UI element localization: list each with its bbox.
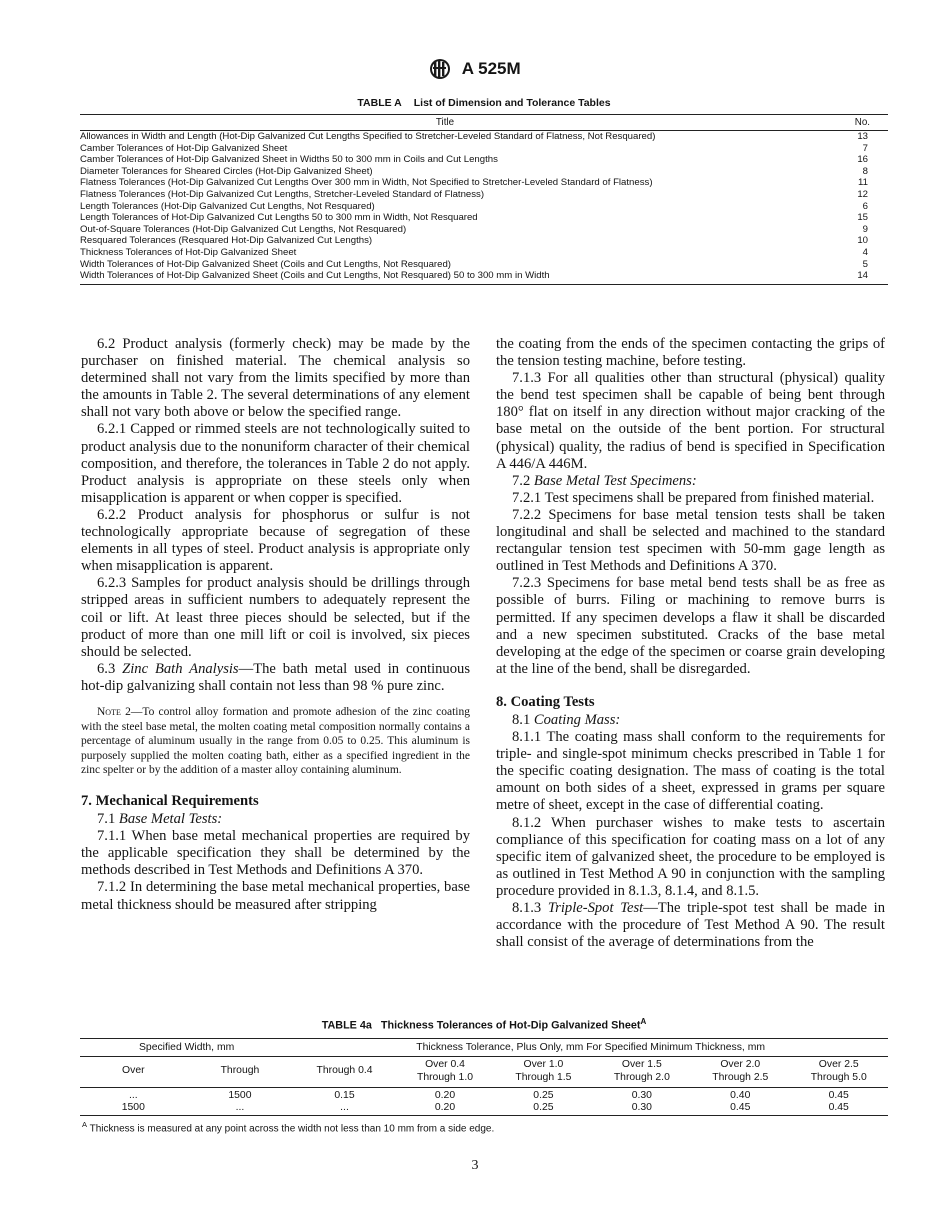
cell: 0.20: [434, 1089, 456, 1101]
col-line: Over 0.4: [425, 1059, 465, 1071]
row-title: Width Tolerances of Hot-Dip Galvanized Sheet (Coils and Cut Lengths, Not Resquared) 50 to 300 mm in Width: [80, 270, 810, 284]
para-heading: Triple-Spot Test: [547, 900, 644, 916]
cell: 1500: [80, 1102, 187, 1116]
para-heading: Coating Mass:: [533, 711, 621, 728]
row-title: Width Tolerances of Hot-Dip Galvanized Sheet (Coils and Cut Lengths, Not Resquared): [80, 258, 451, 270]
note-2: [81, 705, 470, 778]
table-row: [80, 143, 888, 155]
para-7-2-1: 7.2.1 Test specimens shall be prepared from finished material.: [512, 489, 875, 506]
cell: ...: [187, 1102, 294, 1116]
standard-designation: A 525M: [461, 59, 521, 78]
col-line: Through 2.5: [712, 1071, 769, 1083]
table-4a: [80, 1017, 888, 1134]
row-title: Length Tolerances of Hot-Dip Galvanized Cut Lengths 50 to 300 mm in Width, Not Resquared: [80, 212, 478, 224]
row-no: 12: [857, 188, 868, 200]
col-line: Through 2.0: [613, 1071, 670, 1083]
table-4a-label: TABLE 4a: [321, 1019, 372, 1032]
col-through: Through: [187, 1056, 294, 1087]
row-no: 14: [810, 270, 888, 284]
para-7-1-2: 7.1.2 In determining the base metal mechanical properties, base metal thickness should be measured after stripping: [81, 879, 470, 913]
row-no: 4: [862, 246, 868, 258]
para-6-2-3: 6.2.3 Samples for product analysis should be drillings through stripped areas in sufficient numbers to adequately represent the coil or lift. At least three pieces should be selected, but if the product of more than one mill lift or coil is involved, six pieces should be selected.: [81, 575, 470, 660]
row-no: 10: [857, 235, 868, 247]
table-a-label: TABLE A: [357, 97, 402, 109]
table-row: [80, 247, 888, 259]
footnote-mark: A: [82, 1119, 88, 1129]
cell: 0.20: [396, 1102, 494, 1116]
cell: 0.25: [494, 1102, 592, 1116]
col-through-0-4: Through 0.4: [293, 1056, 396, 1087]
para-8-1-1: 8.1.1 The coating mass shall conform to the requirements for triple- and single-spot minimum checks prescribed in Table 1 for the specific coating designation. The mass of coating is the total amount on both sides of a sheet, expressed in grams per square metre of sheet, except in the case of differential coating.: [496, 729, 885, 814]
para-6-3: [81, 661, 470, 695]
row-title: Allowances in Width and Length (Hot-Dip Galvanized Cut Lengths Specified to Stretcher-Leveled Standard of Flatness, Not Resquared): [80, 131, 656, 142]
astm-logo-icon: [429, 58, 451, 80]
para-heading: Base Metal Tests:: [118, 811, 223, 828]
group-specified-width: Specified Width, mm: [80, 1038, 293, 1056]
table-row: [80, 154, 888, 166]
table-a-caption: [80, 97, 888, 109]
footnote-text: Thickness is measured at any point across the width not less than 10 mm from a side edge.: [89, 1122, 495, 1134]
para-number: 8.1.3: [512, 900, 542, 916]
row-no: 9: [862, 223, 868, 235]
row-title: Thickness Tolerances of Hot-Dip Galvanized Sheet: [80, 246, 297, 258]
table-row: [80, 270, 888, 284]
note-body: —To control alloy formation and promote adhesion of the zinc coating with the steel base metal, the molten coating metal composition normally contains a percentage of aluminum usually in the range from 0.05 to 0.25. This aluminum is purposely supplied the molten coating bath, either as a specified ingredient in the zinc spelter or by the addition of a master alloy containing aluminum.: [81, 705, 471, 777]
table-a-col-no: No.: [810, 115, 888, 131]
row-title: Camber Tolerances of Hot-Dip Galvanized Sheet: [80, 142, 288, 154]
col-line: Over 1.5: [621, 1059, 662, 1071]
table-row: [80, 189, 888, 201]
para-number: 6.3: [97, 660, 116, 677]
para-number: 8.1: [512, 711, 531, 728]
table-row: [80, 235, 888, 247]
row-title: Flatness Tolerances (Hot-Dip Galvanized Cut Lengths, Stretcher-Leveled Standard of Flatness): [80, 188, 485, 200]
para-body: —The triple-spot test shall be made in accordance with the procedure of Test Method A 90. The result shall consist of the average of determinations from the: [496, 900, 886, 951]
col-range-2-0-2-5: [691, 1056, 789, 1087]
row-no: 16: [857, 154, 868, 166]
section-7-heading: 7. Mechanical Requirements: [81, 792, 259, 809]
cell: 1500: [228, 1089, 252, 1101]
para-heading: Base Metal Test Specimens:: [533, 472, 697, 489]
cell: 0.45: [691, 1102, 789, 1116]
table-4a-footnote: [80, 1120, 888, 1134]
para-8-1-3: [496, 900, 885, 951]
left-column: [81, 336, 470, 914]
row-title: Diameter Tolerances for Sheared Circles (Hot-Dip Galvanized Sheet): [80, 165, 373, 177]
col-line: Through 1.5: [515, 1071, 572, 1083]
cell: 0.25: [533, 1089, 554, 1101]
cell: ...: [128, 1089, 138, 1101]
para-7-2-2: 7.2.2 Specimens for base metal tension tests shall be taken longitudinal and shall be selected and machined to the standard rectangular tension test specimen with 50-mm gage length as outlined in Test Methods and Definitions A 370.: [496, 506, 885, 575]
cell: 0.45: [789, 1102, 888, 1116]
col-line: Through 1.0: [416, 1071, 474, 1083]
section-8-heading: 8. Coating Tests: [496, 693, 595, 710]
page-number: 3: [471, 1158, 479, 1173]
cell: 0.40: [730, 1089, 751, 1101]
row-title: Length Tolerances (Hot-Dip Galvanized Cut Lengths, Not Resquared): [80, 200, 375, 212]
table-row: [80, 1087, 888, 1102]
para-body: —The bath metal used in continuous hot-dip galvanizing shall contain not less than 98 % pure zinc.: [81, 660, 470, 694]
para-6-2-1: 6.2.1 Capped or rimmed steels are not technologically suited to product analysis due to the nonuniform character of their chemical composition, and therefore, the tolerances in Table 2 do not apply. Product analysis is appropriate on these steels only when misapplication is apparent or when copper is specified.: [81, 421, 470, 506]
col-line: Through 5.0: [810, 1071, 867, 1083]
para-7-1: [81, 811, 470, 828]
col-line: Over 2.0: [720, 1059, 761, 1071]
para-continuation: the coating from the ends of the specimen contacting the grips of the tension testing machine, before testing.: [496, 336, 885, 370]
para-number: 7.2: [512, 472, 531, 489]
row-no: 5: [862, 258, 868, 270]
col-range-0-4-1-0: [396, 1056, 494, 1087]
col-over: Over: [80, 1056, 187, 1087]
table-a: [80, 97, 888, 285]
para-8-1: [496, 712, 885, 729]
table-a-grid: [80, 114, 888, 285]
row-no: 7: [862, 142, 868, 154]
note-label: Note 2: [97, 705, 131, 718]
col-range-1-0-1-5: [494, 1056, 592, 1087]
para-6-2-2: 6.2.2 Product analysis for phosphorus or sulfur is not technologically appropriate because of segregation of these elements in all types of steel. Product analysis is appropriate only when misapplication is apparent.: [81, 506, 470, 575]
para-7-1-1: 7.1.1 When base metal mechanical properties are required by the applicable specification they shall be determined by the methods described in Test Methods and Definitions A 370.: [81, 828, 470, 879]
col-line: Over 2.5: [818, 1059, 859, 1071]
row-no: 8: [862, 165, 868, 177]
table-row: [80, 259, 888, 271]
row-title: Flatness Tolerances (Hot-Dip Galvanized Cut Lengths Over 300 mm in Width, Not Specified to Stretcher-Leveled Standard of Flatness): [80, 177, 653, 189]
row-no: 6: [862, 200, 868, 212]
para-6-2: 6.2 Product analysis (formerly check) may be made by the purchaser on finished material. The chemical analysis so determined shall not vary from the limits specified by more than the amounts in Table 2. The several determinations of any element shall not vary both above or below the specified range.: [81, 336, 470, 421]
row-title: Resquared Tolerances (Resquared Hot-Dip Galvanized Cut Lengths): [80, 235, 373, 247]
table-row: [80, 1102, 888, 1116]
para-number: 7.1: [97, 811, 116, 828]
col-range-2-5-5-0: [789, 1056, 888, 1087]
group-thickness-tolerance: Thickness Tolerance, Plus Only, mm For Specified Minimum Thickness, mm: [293, 1038, 888, 1056]
table-4a-footnote-mark: A: [640, 1017, 647, 1026]
table-4a-caption: [80, 1017, 888, 1032]
table-row: [80, 131, 888, 143]
row-no: 15: [857, 212, 868, 224]
cell: 0.30: [631, 1089, 652, 1101]
row-no: 13: [857, 131, 868, 142]
table-row: [80, 166, 888, 178]
row-no: 11: [858, 177, 868, 189]
cell: 0.15: [334, 1089, 355, 1101]
page-header: [0, 58, 950, 80]
cell: ...: [293, 1102, 396, 1116]
cell: 0.45: [828, 1089, 849, 1101]
para-7-2: [496, 473, 885, 490]
para-8-1-2: 8.1.2 When purchaser wishes to make tests to ascertain compliance of this specification for coating mass on a lot of any specific item of galvanized sheet, the procedure to be employed is as outlined in Test Method A 90 in conjunction with the sampling procedure provided in 8.1.3, 8.1.4, and 8.1.5.: [496, 814, 885, 899]
table-4a-title: Thickness Tolerances of Hot-Dip Galvanized Sheet: [380, 1019, 641, 1032]
table-row: [80, 212, 888, 224]
table-a-col-title: Title: [80, 115, 810, 131]
para-7-2-3: 7.2.3 Specimens for base metal bend tests shall be as free as possible of burrs. Filing or machining to remove burrs is permitted. If any specimen develops a flaw it shall be discarded and a new specimen substituted. Cracks of the base metal developing at the edge of the specimen or coarse grain developing at the line of the bend, shall be disregarded.: [496, 575, 885, 677]
para-7-1-3: 7.1.3 For all qualities other than structural (physical) quality the bend test specimen shall be capable of being bent through 180° flat on itself in any direction without major cracking of the base metal on the outside of the bent portion. For structural (physical) quality, the radius of bend is specified in Specification A 446/A 446M.: [496, 370, 885, 472]
row-title: Out-of-Square Tolerances (Hot-Dip Galvanized Cut Lengths, Not Resquared): [80, 223, 407, 235]
table-row: [80, 177, 888, 189]
table-4a-grid: [80, 1038, 888, 1116]
col-range-1-5-2-0: [593, 1056, 691, 1087]
col-line: Over 1.0: [523, 1059, 564, 1071]
table-a-title: List of Dimension and Tolerance Tables: [413, 97, 611, 109]
cell: 0.30: [593, 1102, 691, 1116]
row-title: Camber Tolerances of Hot-Dip Galvanized Sheet in Widths 50 to 300 mm in Coils and Cut Lengths: [80, 154, 498, 166]
right-column: [496, 336, 885, 951]
para-heading: Zinc Bath Analysis: [122, 660, 239, 677]
table-row: [80, 224, 888, 236]
table-row: [80, 201, 888, 213]
